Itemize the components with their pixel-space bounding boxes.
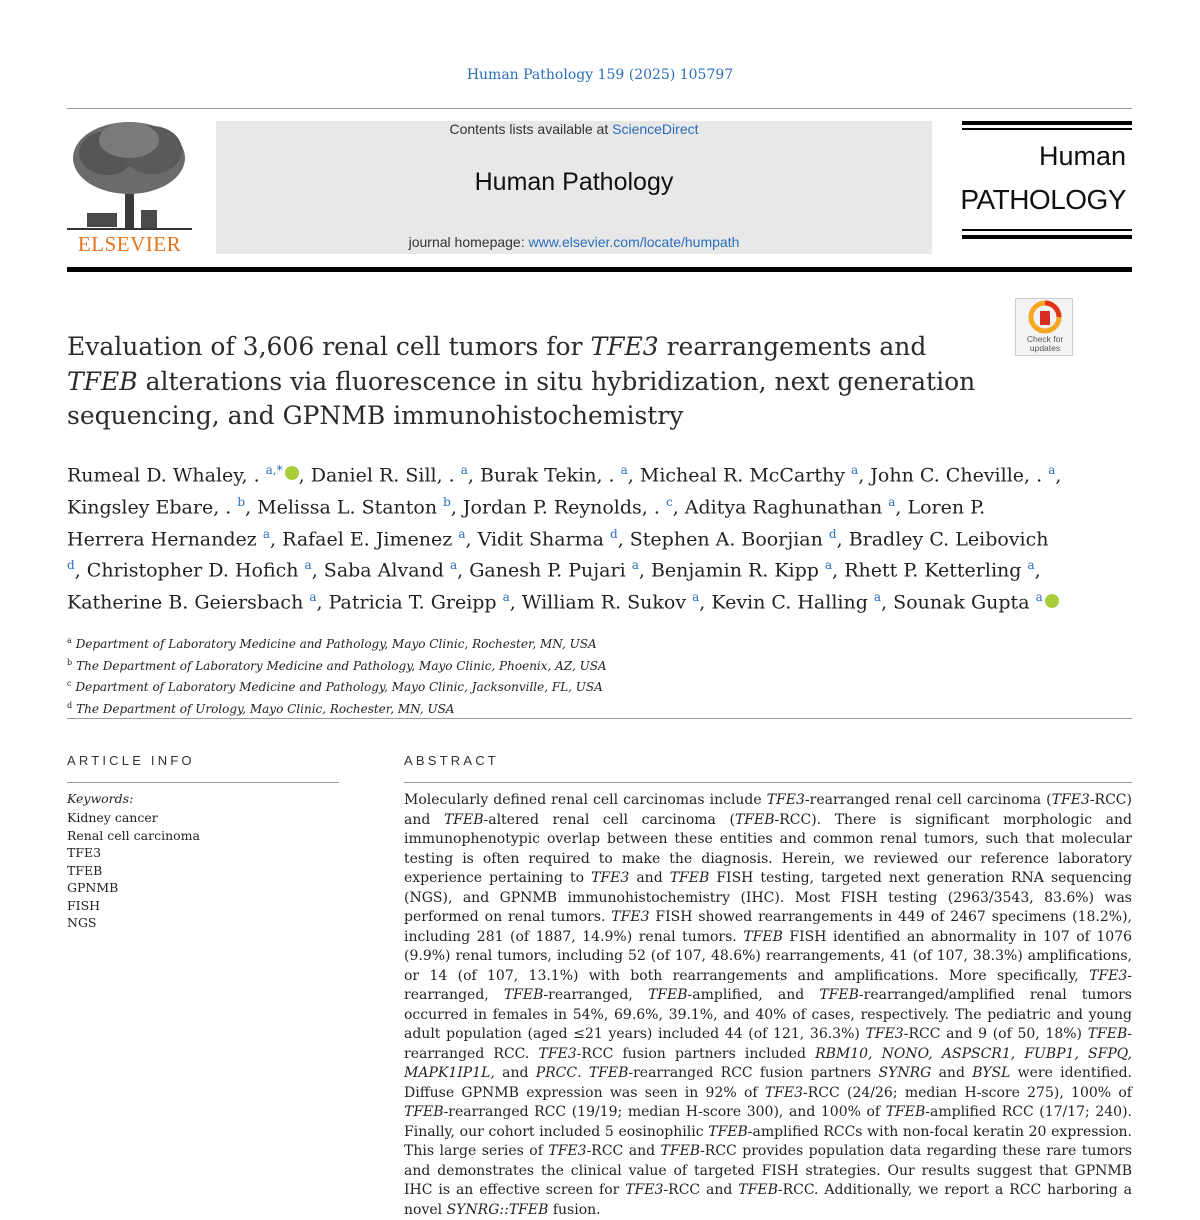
- abstract-text-run: and: [629, 870, 670, 886]
- affiliation-marker[interactable]: a: [304, 558, 312, 573]
- author-name[interactable]: Rhett P. Ketterling: [844, 559, 1028, 582]
- article-title: [67, 330, 997, 434]
- affiliation-item: [67, 675, 967, 697]
- author-name[interactable]: Aditya Raghunathan: [684, 496, 889, 519]
- abstract-text-run: FISH identified an abnormality in 107 of 1076 (9.9%) renal tumors, including 52 (of 107, 48.6%) rearrangements, 41 (of 107, 38.3%) amplifications, or 14 (of 107, 13.1%) with both rearrangements and amplifications. More specifically,: [404, 928, 1133, 984]
- abstract-text-run: -rearranged RCC.: [404, 1026, 1132, 1062]
- affiliation-mark: c: [67, 679, 72, 688]
- author-separator: ,: [457, 559, 470, 582]
- abstract-text-run: were identified. Diffuse GPNMB expression was seen in 92% of: [404, 1065, 1133, 1101]
- abstract-gene-term: PRCC: [535, 1065, 578, 1081]
- header-bottom-rule: [67, 267, 1132, 272]
- orcid-icon[interactable]: [285, 466, 299, 480]
- abstract-gene-term: TFE3: [1089, 967, 1128, 984]
- keyword-item: TFE3: [67, 845, 102, 860]
- abstract-text-run: -RCC fusion partners included: [576, 1045, 816, 1062]
- elsevier-wordmark: ELSEVIER: [77, 232, 182, 256]
- affiliation-marker[interactable]: a: [460, 463, 468, 477]
- author-separator: ,: [74, 559, 87, 582]
- author-name[interactable]: Patricia T. Greipp: [328, 591, 503, 614]
- keyword-item: TFEB: [67, 862, 103, 878]
- author-name[interactable]: Vidit Sharma: [477, 527, 610, 550]
- author-separator: ,: [450, 496, 463, 519]
- author-separator: ,: [269, 527, 283, 550]
- homepage-prefix: journal homepage:: [408, 234, 529, 250]
- abstract-text-run: fusion.: [548, 1201, 601, 1218]
- abstract-gene-term: TFE3: [538, 1045, 577, 1062]
- author-name[interactable]: Saba Alvand: [323, 559, 450, 582]
- author-name[interactable]: Kingsley Ebare, .: [67, 496, 238, 519]
- author-name[interactable]: Stephen A. Boorjian: [629, 527, 829, 550]
- affiliation-marker[interactable]: b: [443, 494, 451, 509]
- article-info-heading: ARTICLE INFO: [67, 753, 195, 768]
- keyword-item: NGS: [67, 915, 97, 930]
- affiliation-mark: b: [67, 657, 73, 667]
- author-separator: ,: [509, 591, 522, 614]
- check-for-updates-badge[interactable]: [1015, 298, 1073, 356]
- abstract-gene-term: TFEB: [743, 928, 783, 945]
- abstract-gene-term: SYNRG::TFEB: [446, 1201, 549, 1218]
- title-part: rearrangements and: [658, 332, 927, 361]
- author-name[interactable]: Burak Tekin, .: [480, 464, 621, 487]
- author-separator: ,: [465, 527, 478, 550]
- human-pathology-logo: [962, 121, 1132, 241]
- author-separator: ,: [832, 559, 845, 582]
- abstract-text-run: -rearranged renal cell carcinoma (: [804, 792, 1052, 808]
- journal-citation[interactable]: [0, 67, 1200, 83]
- author-separator: ,: [311, 559, 324, 582]
- article-info-rule: [67, 782, 339, 783]
- abstract-gene-term: TFEB: [885, 1104, 926, 1120]
- abstract-gene-term: TFEB: [443, 811, 484, 828]
- abstract-gene-term: BYSL: [972, 1065, 1011, 1081]
- abstract-gene-term: TFEB: [404, 1104, 444, 1120]
- abstract-text-run: FISH testing, targeted next generation RNA sequencing (NGS), and GPNMB immunohistochemistry (IHC). Most FISH testing (2963/3543, 83.6%) was performed on renal tumors.: [404, 870, 1132, 925]
- author-separator: ,: [699, 591, 712, 614]
- abstract-text-run: -amplified, and: [687, 987, 820, 1003]
- check-updates-icon: [1016, 299, 1074, 335]
- journal-title: Human Pathology: [474, 168, 674, 196]
- title-gene: TFEB: [67, 366, 138, 396]
- affiliation-marker[interactable]: a: [620, 463, 628, 477]
- author-name[interactable]: Melissa L. Stanton: [257, 496, 444, 519]
- keyword-item: Kidney cancer: [67, 810, 158, 825]
- abstract-gene-term: TFE3: [611, 909, 650, 925]
- section-rule: [67, 718, 1132, 719]
- abstract-text-run: -rearranged,: [543, 987, 648, 1003]
- affiliation-marker[interactable]: a: [1048, 463, 1056, 477]
- author-name[interactable]: Loren P. Herrera Hernandez: [67, 496, 986, 550]
- abstract-text-run: Molecularly defined renal cell carcinomas include: [404, 792, 767, 808]
- abstract-gene-term: TFE3: [591, 870, 630, 886]
- abstract-text-run: .: [577, 1065, 589, 1081]
- keyword-item: GPNMB: [67, 880, 119, 895]
- abstract-text-run: -altered renal cell carcinoma (: [483, 811, 735, 828]
- author-separator: ,: [298, 464, 311, 487]
- affiliation-marker[interactable]: c: [665, 494, 673, 509]
- abstract-gene-term: SYNRG: [878, 1065, 932, 1081]
- author-separator: ,: [1055, 464, 1062, 487]
- abstract-gene-term: TFEB: [503, 987, 544, 1003]
- affiliation-text: The Department of Urology, Mayo Clinic, Rochester, MN, USA: [76, 701, 455, 716]
- title-part: Evaluation of 3,606 renal cell tumors for: [67, 332, 591, 361]
- author-separator: ,: [617, 527, 630, 550]
- affiliation-marker[interactable]: a: [631, 558, 639, 573]
- abstract-gene-term: TFEB: [588, 1065, 629, 1081]
- affiliation-marker[interactable]: a: [1027, 558, 1035, 573]
- abstract-gene-term: TFEB: [708, 1123, 748, 1140]
- keywords-label: Keywords:: [67, 791, 134, 806]
- abstract-text-run: -amplified RCC (17/17; 240). Finally, our cohort included 5 eosinophilic: [404, 1104, 1132, 1140]
- abstract-gene-term: TFEB: [738, 1182, 778, 1198]
- author-name[interactable]: Bradley C. Leibovich: [848, 527, 1049, 550]
- affiliation-marker[interactable]: a: [309, 590, 317, 605]
- abstract-text-run: -rearranged RCC (19/19; median H-score 300), and 100% of: [443, 1104, 886, 1120]
- sciencedirect-link[interactable]: ScienceDirect: [612, 121, 699, 137]
- author-name[interactable]: Jordan P. Reynolds, .: [462, 496, 666, 519]
- journal-homepage-link[interactable]: www.elsevier.com/locate/humpath: [528, 234, 740, 250]
- affiliation-marker[interactable]: d: [828, 526, 837, 541]
- abstract-gene-term: TFE3: [764, 1084, 804, 1101]
- affiliation-mark: a: [67, 636, 72, 645]
- abstract-text-run: -rearranged RCC fusion partners: [628, 1065, 879, 1081]
- abstract-gene-term: TFEB: [660, 1143, 701, 1159]
- abstract-gene-term: TFE3: [1051, 792, 1090, 808]
- affiliation-marker[interactable]: a: [888, 494, 896, 509]
- keyword-item: FISH: [67, 897, 101, 913]
- author-name[interactable]: Daniel R. Sill, .: [310, 464, 461, 487]
- author-name[interactable]: Christopher D. Hofich: [86, 559, 305, 582]
- logo-rule: [962, 229, 1132, 231]
- affiliation-item: [67, 697, 967, 719]
- abstract-text-run: and: [931, 1065, 973, 1081]
- author-separator: ,: [245, 496, 258, 519]
- orcid-icon[interactable]: [1045, 594, 1059, 608]
- abstract-gene-term: TFEB: [1087, 1026, 1128, 1042]
- author-name[interactable]: John C. Cheville, .: [870, 464, 1049, 487]
- contents-available-line: [216, 121, 932, 137]
- author-name[interactable]: Sounak Gupta: [893, 591, 1036, 614]
- affiliation-marker[interactable]: a: [449, 558, 458, 573]
- affiliation-text: Department of Laboratory Medicine and Pathology, Mayo Clinic, Rochester, MN, USA: [75, 637, 597, 651]
- author-name[interactable]: Rumeal D. Whaley, .: [67, 464, 266, 487]
- abstract-gene-term: TFE3: [625, 1182, 664, 1198]
- affiliation-mark: d: [67, 700, 73, 710]
- affiliations: [67, 632, 967, 718]
- logo-word-human: Human: [1038, 141, 1126, 171]
- header-top-rule: [67, 108, 1132, 109]
- abstract-text-run: -RCC) and: [404, 792, 1132, 828]
- abstract-text-run: and: [494, 1065, 536, 1081]
- affiliation-item: [67, 632, 967, 654]
- abstract-text-run: FISH showed rearrangements in 449 of 2467 specimens (18.2%), including 281 (of 1887, 14.9%) renal tumors.: [404, 909, 1132, 945]
- author-name[interactable]: Micheal R. McCarthy: [639, 464, 852, 487]
- keyword-item: Renal cell carcinoma: [67, 827, 200, 843]
- abstract-text-run: -rearranged,: [404, 967, 1132, 1003]
- abstract-text-run: -RCC. Additionally, we report a RCC harboring a novel: [404, 1182, 1132, 1218]
- affiliation-marker[interactable]: a: [502, 590, 510, 605]
- affiliation-marker[interactable]: a: [825, 558, 833, 573]
- check-badge-line1: Check for: [1026, 334, 1064, 344]
- affiliation-item: [67, 654, 967, 676]
- author-list: [67, 457, 1067, 616]
- affiliation-text: Department of Laboratory Medicine and Pathology, Mayo Clinic, Jacksonville, FL, USA: [75, 680, 603, 694]
- journal-homepage-line: [216, 234, 932, 250]
- author-name[interactable]: Kevin C. Halling: [711, 591, 874, 614]
- abstract-text-run: -RCC and: [586, 1143, 661, 1159]
- author-separator: ,: [316, 591, 329, 614]
- affiliation-marker[interactable]: a: [851, 463, 859, 477]
- abstract-text-run: -amplified RCCs with non-focal keratin 20 expression. This large series of: [404, 1123, 1132, 1159]
- author-name[interactable]: Benjamin R. Kipp: [650, 559, 825, 582]
- logo-rule: [962, 235, 1132, 239]
- keywords-list: [67, 809, 200, 932]
- author-separator: ,: [672, 496, 685, 519]
- logo-rule: [962, 128, 1132, 130]
- logo-word-pathology: PATHOLOGY: [960, 184, 1126, 215]
- author-separator: ,: [895, 496, 908, 519]
- abstract-gene-term: TFEB: [734, 811, 775, 828]
- affiliation-marker[interactable]: a: [458, 526, 466, 541]
- abstract-gene-term: RBM10, NONO, ASPSCR1, FUBP1, SFPQ, MAPK1IP1L,: [404, 1045, 1132, 1081]
- author-separator: ,: [881, 591, 894, 614]
- abstract-text-run: -RCC (24/26; median H-score 275), 100% of: [803, 1084, 1132, 1101]
- affiliation-marker[interactable]: a: [692, 590, 700, 605]
- affiliation-marker[interactable]: d: [67, 558, 75, 573]
- abstract-text: [404, 791, 1132, 1220]
- abstract-gene-term: TFE3: [766, 792, 805, 808]
- abstract-text-run: -RCC). There is significant morphologic and immunophenotypic overlap between these entities and common renal tumors, such that molecular testing is often required to make the diagnosis. Herein, we reviewed our reference laboratory experience pertaining to: [404, 811, 1132, 886]
- abstract-text-run: -RCC provides population data regarding these rare tumors and demonstrates the clinical value of targeted FISH strategies. Our results suggest that GPNMB IHC is an effective screen for: [404, 1143, 1132, 1198]
- title-gene: TFE3: [590, 332, 659, 361]
- affiliation-marker[interactable]: a,*: [265, 463, 283, 477]
- abstract-gene-term: TFE3: [865, 1026, 904, 1042]
- author-name[interactable]: William R. Sukov: [521, 591, 693, 614]
- abstract-gene-term: TFE3: [548, 1143, 587, 1159]
- check-badge-line2: updates: [1029, 343, 1061, 353]
- affiliation-marker[interactable]: b: [237, 494, 246, 509]
- author-separator: ,: [467, 464, 481, 487]
- affiliation-marker[interactable]: d: [610, 526, 618, 541]
- author-name[interactable]: Rafael E. Jimenez: [282, 527, 459, 550]
- abstract-text-run: -rearranged/amplified renal tumors occurred in females in 54%, 69.6%, 39.1%, and 40% of cases, respectively. The pediatric and young adult population (aged ≤21 years) included 44 (of 121, 36.3%): [404, 987, 1132, 1042]
- author-name[interactable]: Katherine B. Geiersbach: [67, 591, 310, 614]
- affiliation-marker[interactable]: a: [262, 526, 270, 541]
- citation-text[interactable]: Human Pathology 159 (2025) 105797: [466, 67, 734, 83]
- abstract-gene-term: TFEB: [647, 987, 688, 1003]
- abstract-gene-term: TFEB: [819, 987, 859, 1003]
- abstract-text-run: -RCC and 9 (of 50, 18%): [903, 1026, 1088, 1042]
- author-separator: ,: [638, 559, 651, 582]
- contents-prefix: Contents lists available at: [449, 121, 613, 137]
- affiliation-marker[interactable]: a: [1035, 590, 1043, 605]
- title-part: alterations via fluorescence in situ hybridization, next generation sequencing, and GPNMB immunohistochemistry: [67, 366, 976, 430]
- check-badge-label: [1016, 335, 1074, 353]
- author-separator: ,: [836, 527, 849, 550]
- affiliation-text: The Department of Laboratory Medicine and Pathology, Mayo Clinic, Phoenix, AZ, USA: [76, 658, 607, 673]
- author-name[interactable]: Ganesh P. Pujari: [469, 559, 632, 582]
- affiliation-marker[interactable]: a: [873, 590, 882, 605]
- logo-rule: [962, 121, 1132, 125]
- author-separator: ,: [627, 464, 640, 487]
- author-separator: ,: [1034, 559, 1041, 582]
- abstract-rule: [404, 782, 1132, 783]
- abstract-text-run: -RCC and: [663, 1182, 739, 1198]
- author-separator: ,: [858, 464, 871, 487]
- abstract-gene-term: TFEB: [669, 870, 710, 886]
- journal-masthead: [216, 121, 932, 254]
- abstract-heading: ABSTRACT: [404, 753, 499, 768]
